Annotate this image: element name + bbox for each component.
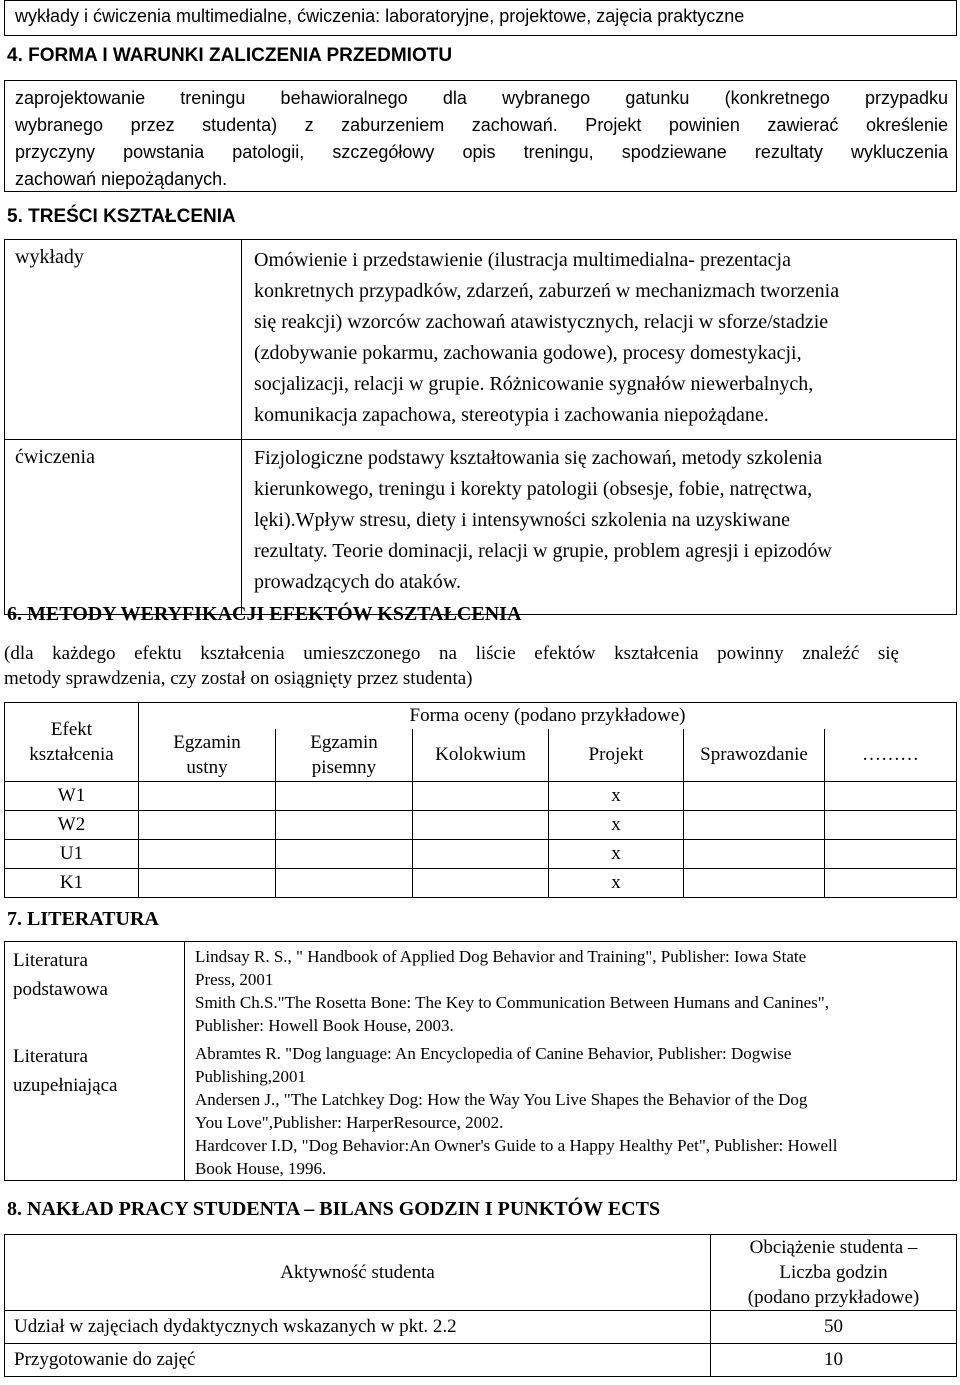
column-label: Kolokwium (435, 744, 526, 765)
literature-supp-label-cell (5, 1042, 185, 1181)
exercises-line: Fizjologiczne podstawy kształtowania się zachowań, metody szkolenia (254, 447, 823, 469)
lectures-line: socjalizacji, relacji w grupie. Różnicowanie sygnałów niewerbalnych, (254, 373, 814, 395)
literature-entry-line: Abramtes R. "Dog language: An Encyclopedia of Canine Behavior, Publisher: Dogwise (195, 1044, 792, 1063)
mark-cell (684, 869, 825, 898)
mark-cell (825, 811, 957, 840)
assessment-group-header (139, 703, 957, 730)
section-5-heading: 5. TREŚCI KSZTAŁCENIA (7, 206, 236, 227)
literature-entry-line: Andersen J., "The Latchkey Dog: How the Way You Live Shapes the Behavior of the Dog (195, 1090, 808, 1109)
effect-header-line: kształcenia (29, 744, 114, 765)
literature-supp-list (185, 1042, 957, 1181)
verification-table (4, 702, 957, 898)
column-other (825, 729, 957, 782)
section-4-line: zachowań niepożądanych. (15, 169, 228, 189)
load-header-line: (podano przykładowe) (747, 1287, 920, 1308)
mark-cell (139, 782, 276, 811)
contents-label-lectures: wykłady (15, 246, 84, 268)
mark-cell (825, 782, 957, 811)
section-6-note (4, 641, 899, 691)
literature-row-supplementary (5, 1042, 957, 1181)
section-6-note-line: (dla każdego efektu kształcenia umieszczonego na liście efektów kształcenia powinny znaleźć się (4, 643, 899, 664)
effect-cell: W1 (5, 782, 139, 811)
mark-cell (139, 840, 276, 869)
workload-header-row (5, 1235, 957, 1311)
section-4-box (4, 80, 957, 192)
effect-header-line: Efekt (50, 719, 93, 740)
column-label: ……… (862, 744, 919, 765)
contents-table (4, 239, 957, 615)
form-description-text: wykłady i ćwiczenia multimedialne, ćwiczenia: laboratoryjne, projektowe, zajęcia praktyczne (15, 6, 745, 26)
literature-entry-line: Smith Ch.S."The Rosetta Bone: The Key to Communication Between Humans and Canines", (195, 993, 829, 1012)
section-4-line: wybranego przez studenta) z zaburzeniem zachowań. Projekt powinien zawierać określenie (15, 115, 948, 135)
exercises-line: lęki).Wpływ stresu, diety i intensywności szkolenia na uzyskiwane (254, 509, 790, 531)
section-7-heading: 7. LITERATURA (7, 908, 159, 930)
effect-header-cell (5, 703, 139, 782)
mark-cell: x (549, 782, 684, 811)
form-description-box (4, 0, 957, 36)
exercises-line: rezultaty. Teorie dominacji, relacji w grupie, problem agresji i epizodów (254, 540, 832, 562)
contents-label-exercises: ćwiczenia (15, 446, 95, 468)
section-4-line: przyczyny powstania patologii, szczegółowy opis treningu, spodziewane rezultaty wykluczenia (15, 142, 948, 162)
literature-basic-label: Literatura (13, 950, 88, 971)
literature-basic-list (185, 942, 957, 1043)
section-8-heading: 8. NAKŁAD PRACY STUDENTA – BILANS GODZIN I PUNKTÓW ECTS (7, 1198, 661, 1220)
effect-cell: K1 (5, 869, 139, 898)
table-row (5, 811, 957, 840)
mark-cell (825, 869, 957, 898)
mark-cell: x (549, 869, 684, 898)
load-header-line: Liczba godzin (779, 1262, 888, 1283)
mark-cell (276, 869, 413, 898)
column-label: Egzamin (173, 732, 241, 753)
literature-row-basic (5, 942, 957, 1043)
table-row (5, 840, 957, 869)
load-header-line: Obciążenie studenta – (749, 1237, 918, 1258)
effect-cell: U1 (5, 840, 139, 869)
column-written-exam (276, 729, 413, 782)
mark-cell (139, 869, 276, 898)
lectures-line: konkretnych przypadków, zdarzeń, zaburzeń w mechanizmach tworzenia (254, 280, 840, 302)
activity-cell: Przygotowanie do zajęć (5, 1344, 711, 1377)
lectures-line: Omówienie i przedstawienie (ilustracja multimedialna- prezentacja (254, 249, 791, 271)
column-label: Sprawozdanie (700, 744, 808, 765)
lectures-line: się reakcji) wzorców zachowań atawistycznych, relacji w sforze/stadzie (254, 311, 829, 333)
mark-cell (139, 811, 276, 840)
table-row (5, 869, 957, 898)
literature-supp-label: Literatura (13, 1046, 88, 1067)
effect-cell: W2 (5, 811, 139, 840)
literature-basic-label-cell (5, 942, 185, 1043)
activity-header-cell (5, 1235, 711, 1311)
mark-cell (684, 811, 825, 840)
literature-entry-line: Hardcover I.D, "Dog Behavior:An Owner's Guide to a Happy Healthy Pet", Publisher: Howell (195, 1136, 838, 1155)
contents-row-exercises (5, 440, 957, 615)
activity-cell: Udział w zajęciach dydaktycznych wskazanych w pkt. 2.2 (5, 1311, 711, 1344)
section-6-note-line: metody sprawdzenia, czy został on osiągnięty przez studenta) (4, 668, 473, 689)
mark-cell (413, 782, 549, 811)
literature-entry-line: You Love",Publisher: HarperResource, 2002. (195, 1113, 504, 1132)
literature-basic-label: podstawowa (13, 979, 108, 1000)
literature-table (4, 941, 957, 1181)
workload-table (4, 1234, 957, 1377)
table-row (5, 1344, 957, 1377)
mark-cell (825, 840, 957, 869)
table-row (5, 1311, 957, 1344)
load-header-cell (711, 1235, 957, 1311)
column-label: ustny (186, 757, 228, 778)
exercises-line: prowadzących do ataków. (254, 571, 461, 593)
literature-entry-line: Publisher: Howell Book House, 2003. (195, 1016, 454, 1035)
mark-cell (276, 782, 413, 811)
mark-cell (276, 840, 413, 869)
literature-entry-line: Press, 2001 (195, 970, 274, 989)
column-project (549, 729, 684, 782)
column-colloquium (413, 729, 549, 782)
mark-cell (276, 811, 413, 840)
assessment-group-label: Forma oceny (podano przykładowe) (409, 705, 686, 726)
column-report (684, 729, 825, 782)
literature-entry-line: Book House, 1996. (195, 1159, 327, 1178)
section-4-paragraph (15, 85, 948, 193)
verification-header-columns (5, 729, 957, 782)
mark-cell: x (549, 811, 684, 840)
literature-entry-line: Lindsay R. S., " Handbook of Applied Dog Behavior and Training", Publisher: Iowa State (195, 947, 807, 966)
column-label: Egzamin (310, 732, 378, 753)
mark-cell: x (549, 840, 684, 869)
section-4-line: zaprojektowanie treningu behawioralnego dla wybranego gatunku (konkretnego przypadku (15, 88, 948, 108)
mark-cell (413, 811, 549, 840)
column-oral-exam (139, 729, 276, 782)
table-row (5, 782, 957, 811)
mark-cell (684, 782, 825, 811)
column-label: pisemny (311, 757, 377, 778)
section-4-heading: 4. FORMA I WARUNKI ZALICZENIA PRZEDMIOTU (7, 45, 453, 66)
exercises-line: kierunkowego, treningu i korekty patologii (obsesje, fobie, natręctwa, (254, 478, 813, 500)
mark-cell (684, 840, 825, 869)
hours-cell: 10 (711, 1344, 957, 1377)
activity-header: Aktywność studenta (280, 1261, 435, 1283)
lectures-line: komunikacja zapachowa, stereotypia i zachowania niepożądane. (254, 404, 769, 426)
section-6-heading: 6. METODY WERYFIKACJI EFEKTÓW KSZTAŁCENIA (7, 603, 522, 625)
mark-cell (413, 869, 549, 898)
column-label: Projekt (588, 744, 644, 765)
literature-supp-label: uzupełniająca (13, 1075, 118, 1096)
literature-entry-line: Publishing,2001 (195, 1067, 306, 1086)
mark-cell (413, 840, 549, 869)
hours-cell: 50 (711, 1311, 957, 1344)
lectures-line: (zdobywanie pokarmu, zachowania godowe), procesy domestykacji, (254, 342, 802, 364)
contents-row-lectures (5, 240, 957, 440)
verification-header-group (5, 703, 957, 730)
